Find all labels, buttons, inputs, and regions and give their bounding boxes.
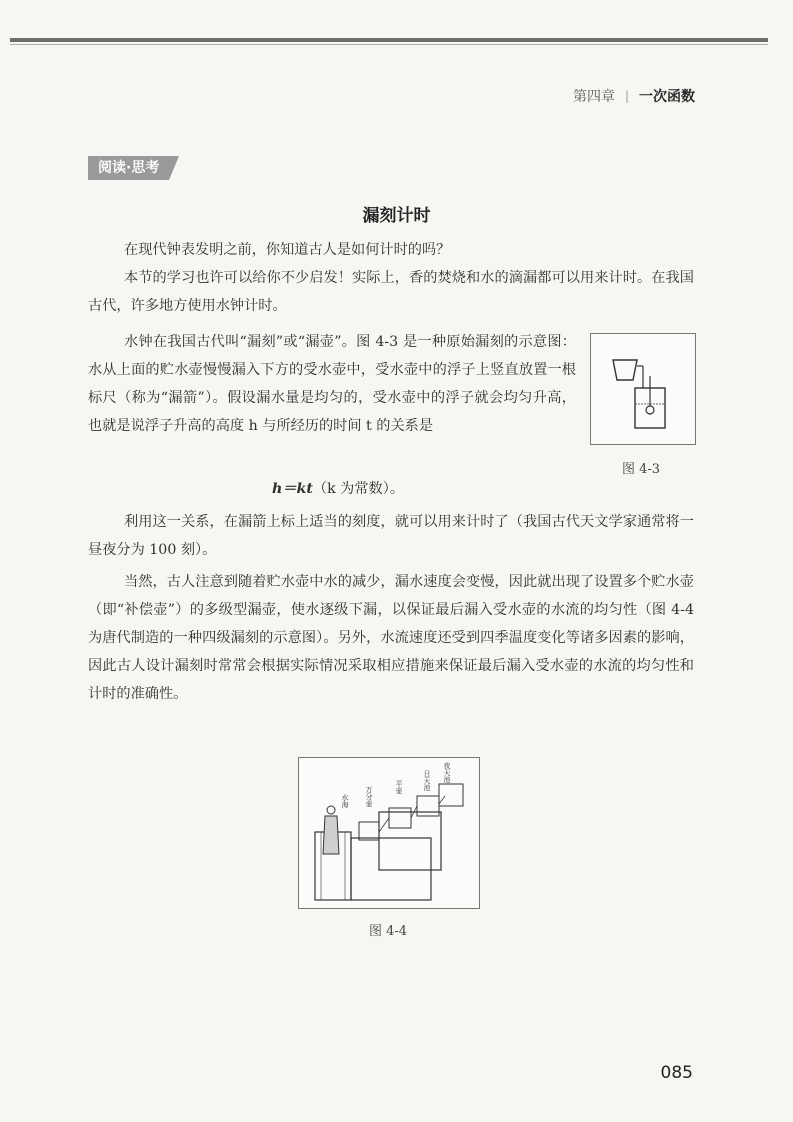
figure-4-4: [298, 757, 480, 909]
paragraph-5: 当然，古人注意到随着贮水壶中水的减少，漏水速度会变慢，因此就出现了设置多个贮水壶（即“补偿壶”）的多级型漏壶，使水逐级下漏，以保证最后漏入受水壶的水流的均匀性（图 4-4 为唐代制造的一种四级漏刻的示意图）。另外，水流速度还受到四季温度变化等诸多因素的影响，因此古人设计漏刻时常常会根据实际情况采取相应措施来保证最后漏入受水壶的水流的均匀性和计时的准确性。: [88, 574, 694, 702]
chapter-title: 一次函数: [639, 89, 695, 105]
formula-expression: h＝kt: [272, 481, 313, 497]
paragraph-4: 利用这一关系，在漏箭上标上适当的刻度，就可以用来计时了（我国古代天文学家通常将一昼夜分为 100 刻）。: [88, 514, 694, 558]
four-stage-water-clock-illustration: [299, 758, 479, 908]
svg-text:日天池: [423, 770, 431, 792]
running-header: [573, 86, 695, 106]
formula-note: （k 为常数）。: [312, 481, 405, 497]
header-separator: |: [624, 89, 629, 103]
figure-4-3: [590, 333, 696, 445]
paragraph-1: 在现代钟表发明之前，你知道古人是如何计时的吗？: [124, 242, 451, 258]
chapter-label: 第四章: [572, 89, 615, 105]
figure-4-4-caption: 图 4-4: [368, 924, 408, 939]
top-rule-thin: [10, 44, 768, 45]
svg-text:水海: [341, 793, 349, 808]
article-title: 漏刻计时: [362, 206, 431, 226]
label-ye-tianchi: 夜天池: [443, 762, 451, 783]
top-rule: [10, 38, 768, 42]
formula: [272, 478, 404, 498]
svg-text:平壶: [395, 780, 403, 794]
paragraph-3: 水钟在我国古代叫“漏刻”或“漏壶”。图 4-3 是一种原始漏刻的示意图：水从上面的贮水壶慢慢漏入下方的受水壶中，受水壶中的浮子上竖直放置一根标尺（称为“漏箭”）。假设漏水量是均匀的，受水壶中的浮子就会均匀升高，也就是说浮子升高的高度 h 与所经历的时间 t 的关系是: [88, 334, 576, 434]
label-ping-hu: 平壶: [395, 780, 403, 794]
water-clock-diagram: [591, 334, 695, 444]
section-badge: 阅读·思考: [88, 156, 169, 180]
svg-text:夜天池: [443, 761, 451, 784]
label-wanfen-hu: 万分壶: [365, 786, 373, 807]
figure-4-3-caption: 图 4-3: [622, 462, 661, 477]
page-number: 085: [660, 1063, 693, 1083]
svg-text:万分壶: [365, 786, 373, 807]
label-shui-hai: 水海: [341, 794, 349, 808]
paragraph-2: 本节的学习也许可以给你不少启发！实际上，香的焚烧和水的滴漏都可以用来计时。在我国古代，许多地方使用水钟计时。: [88, 270, 694, 314]
label-ri-tianchi: 日天池: [423, 770, 431, 791]
